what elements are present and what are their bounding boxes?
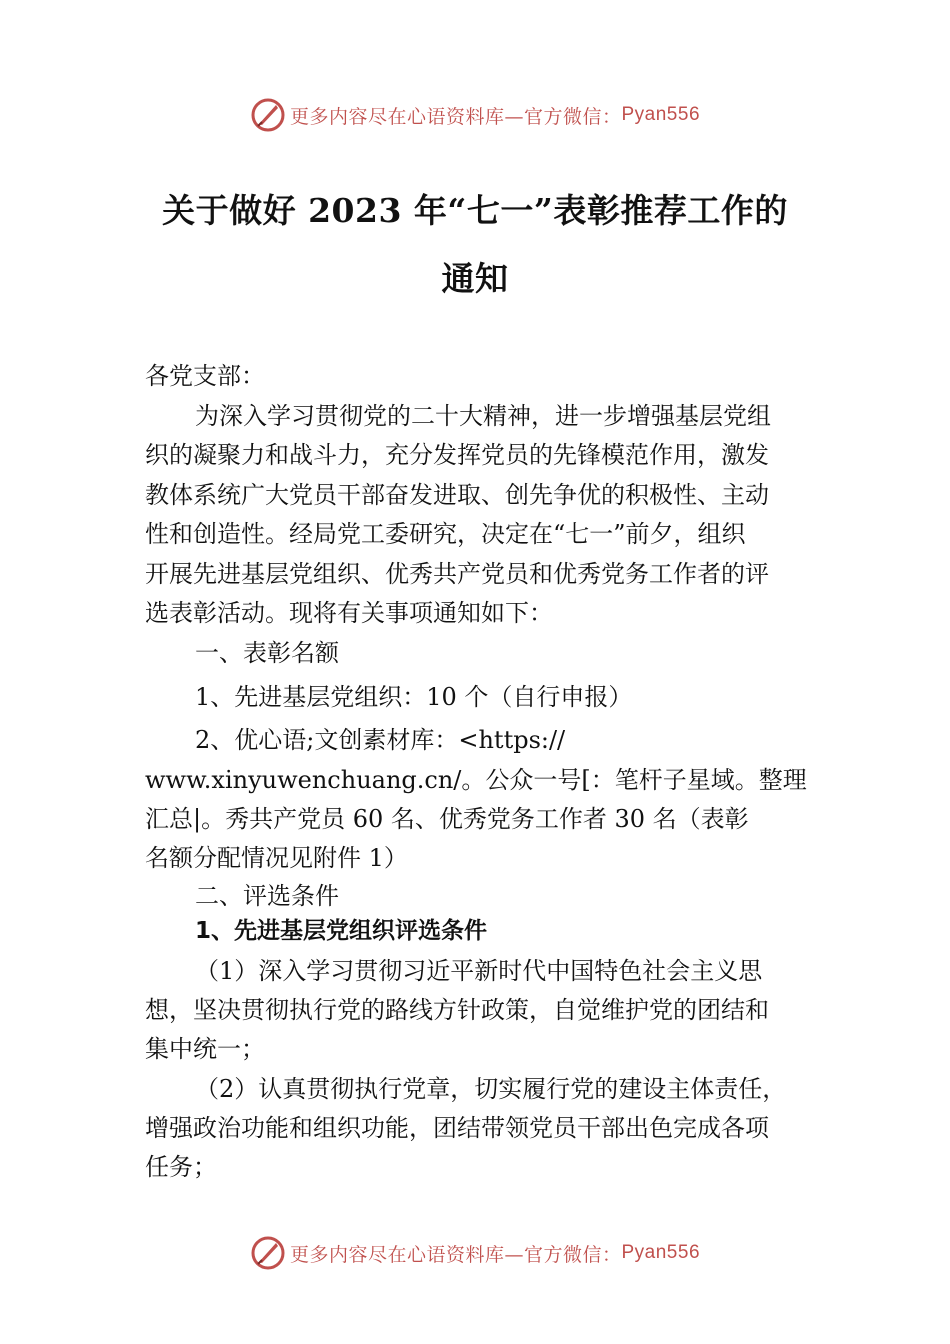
- banner-text: 更多内容尽在心语资料库—官方微信：: [289, 1243, 622, 1266]
- document-title-line-2: 通知: [441, 259, 509, 298]
- body-line: 汇总|。秀共产党员 60 名、优秀党务工作者 30 名（表彰: [145, 805, 749, 833]
- section-heading: 一、表彰名额: [195, 639, 339, 667]
- body-line: www.xinyuwenchuang.cn/。公众一号[：笔杆子星域。整理: [145, 766, 807, 794]
- body-line: 集中统一；: [145, 1035, 265, 1063]
- body-line: 选表彰活动。现将有关事项通知如下：: [145, 599, 553, 627]
- footer-banner: [0, 1233, 950, 1273]
- body-line: 织的凝聚力和战斗力，充分发挥党员的先锋模范作用，激发: [145, 441, 769, 469]
- body-line: 增强政治功能和组织功能，团结带领党员干部出色完成各项: [145, 1114, 769, 1142]
- salutation: 各党支部：: [145, 362, 265, 390]
- header-banner: [0, 95, 950, 135]
- banner-wechat-id: Pyan556: [621, 104, 701, 125]
- body-line: 2、优心语;文创素材库：<https://: [195, 726, 566, 754]
- body-line: 1、先进基层党组织：10 个（自行申报）: [195, 683, 633, 711]
- banner-text: 更多内容尽在心语资料库—官方微信：: [289, 105, 622, 128]
- body-line: 名额分配情况见附件 1）: [145, 844, 408, 872]
- body-line: 开展先进基层党组织、优秀共产党员和优秀党务工作者的评: [145, 560, 769, 588]
- body-line: 为深入学习贯彻党的二十大精神，进一步增强基层党组: [195, 402, 771, 430]
- document-title-line-1: 关于做好 2023 年“七一”表彰推荐工作的: [162, 191, 788, 230]
- section-heading: 二、评选条件: [195, 882, 339, 910]
- body-line: 教体系统广大党员干部奋发进取、创先争优的积极性、主动: [145, 481, 769, 509]
- body-line: （1）深入学习贯彻习近平新时代中国特色社会主义思: [195, 957, 763, 985]
- subsection-heading: 1、先进基层党组织评选条件: [195, 918, 488, 944]
- body-line: 性和创造性。经局党工委研究，决定在“七一”前夕，组织: [145, 520, 746, 548]
- quill-pen-circle-icon: [250, 1235, 286, 1271]
- body-line: 任务；: [145, 1153, 217, 1181]
- body-line: （2）认真贯彻执行党章，切实履行党的建设主体责任，: [195, 1075, 787, 1103]
- quill-pen-circle-icon: [250, 97, 286, 133]
- banner-wechat-id: Pyan556: [621, 1242, 701, 1263]
- body-line: 想，坚决贯彻执行党的路线方针政策，自觉维护党的团结和: [145, 996, 769, 1024]
